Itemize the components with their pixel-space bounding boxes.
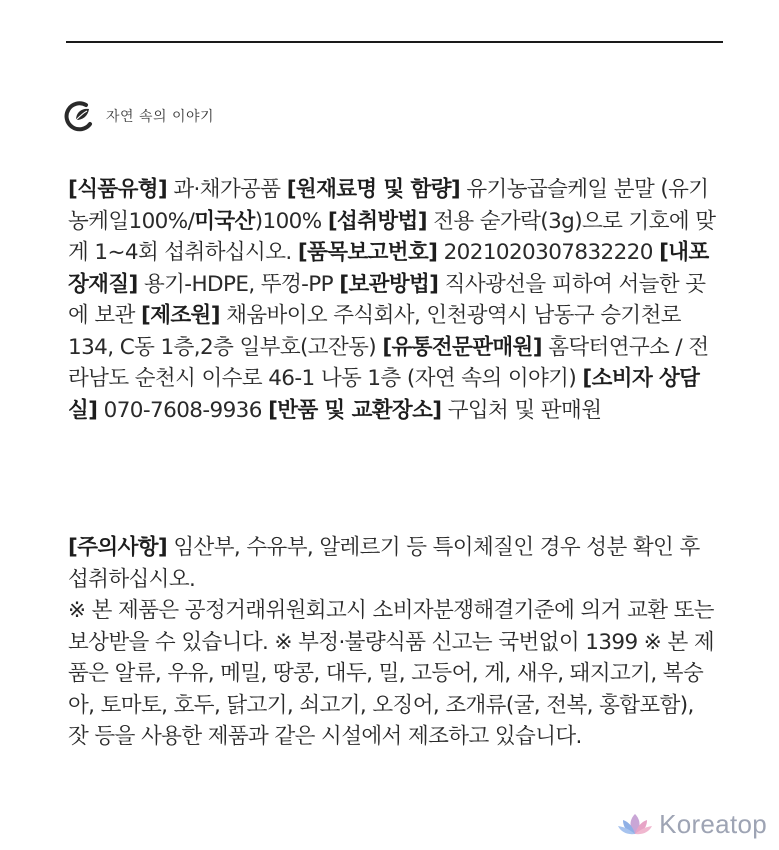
food-type-value: 과·채가공품 <box>173 177 281 202</box>
food-type-key: [식품유형] <box>68 177 168 202</box>
storage-value: 직사광선을 피하여 서늘한 곳에 보관 <box>68 271 706 328</box>
brand-header <box>62 98 214 134</box>
leaf-circle-logo <box>62 98 98 134</box>
ingredients-key: [원재료명 및 함량] <box>286 177 461 202</box>
manufacturer-key: [제조원] <box>140 303 220 328</box>
packaging-key: [내포장재질] <box>68 240 709 297</box>
product-label-info <box>68 174 718 426</box>
ingredients-origin: 미국산 <box>194 208 255 234</box>
watermark <box>617 809 767 840</box>
intake-key: [섭취방법] <box>327 208 427 234</box>
manufacturer-value: 채움바이오 주식회사, 인천광역시 남동구 승기천로 134, C동 1층,2층 일부호(고잔동) <box>68 303 681 360</box>
consumer-center-phone: 070-7608-9936 <box>103 397 262 423</box>
watermark-text: Koreatop <box>659 809 767 839</box>
brand-name: 자연 속의 이야기 <box>106 109 215 125</box>
ingredients-value-a: 유기농곱슬케일 분말 (유기농케일100%/ <box>68 177 709 234</box>
caution-key: [주의사항] <box>68 535 168 560</box>
caution-line-1: 임산부, 수유부, 알레르기 등 특이체질인 경우 성분 확인 후 섭취하십시오. <box>68 535 700 592</box>
packaging-value: 용기-HDPE, 뚜껑-PP <box>143 271 334 297</box>
return-place-value: 구입처 및 판매원 <box>447 397 602 423</box>
return-place-key: [반품 및 교환장소] <box>268 397 442 423</box>
storage-key: [보관방법] <box>339 271 439 297</box>
caution-line-2: ※ 본 제품은 공정거래위원회고시 소비자분쟁해결기준에 의거 교환 또는 보상받을 수 있습니다. ※ 부정·불량식품 신고는 국번없이 1399 ※ 본 제품은 알류, 우유, 메밀, 땅콩, 대두, 밀, 고등어, 게, 새우, 돼지고기, 복숭아, 토마토, 호두, 닭고기, 쇠고기, 오징어, 조개류(굴, 전복, 홍합포함), 잣 등을 사용한 제품과 같은 시설에서 제조하고 있습니다. <box>68 598 715 749</box>
distributor-value: 홈닥터연구소 / 전라남도 순천시 이수로 46-1 나동 1층 (자연 속의 이야기) <box>68 334 709 391</box>
intake-value: 전용 숟가락(3g)으로 기호에 맞게 1~4회 섭취하십시오. <box>68 208 716 265</box>
distributor-key: [유통전문판매원] <box>382 334 542 360</box>
lotus-icon <box>617 812 653 838</box>
consumer-center-key: [소비자 상담실] <box>68 366 700 423</box>
top-divider <box>66 41 723 43</box>
caution-section <box>68 532 718 753</box>
ingredients-value-b: )100% <box>254 208 322 234</box>
report-number-value: 2021020307832220 <box>443 240 653 265</box>
report-number-key: [품목보고번호] <box>297 240 438 265</box>
